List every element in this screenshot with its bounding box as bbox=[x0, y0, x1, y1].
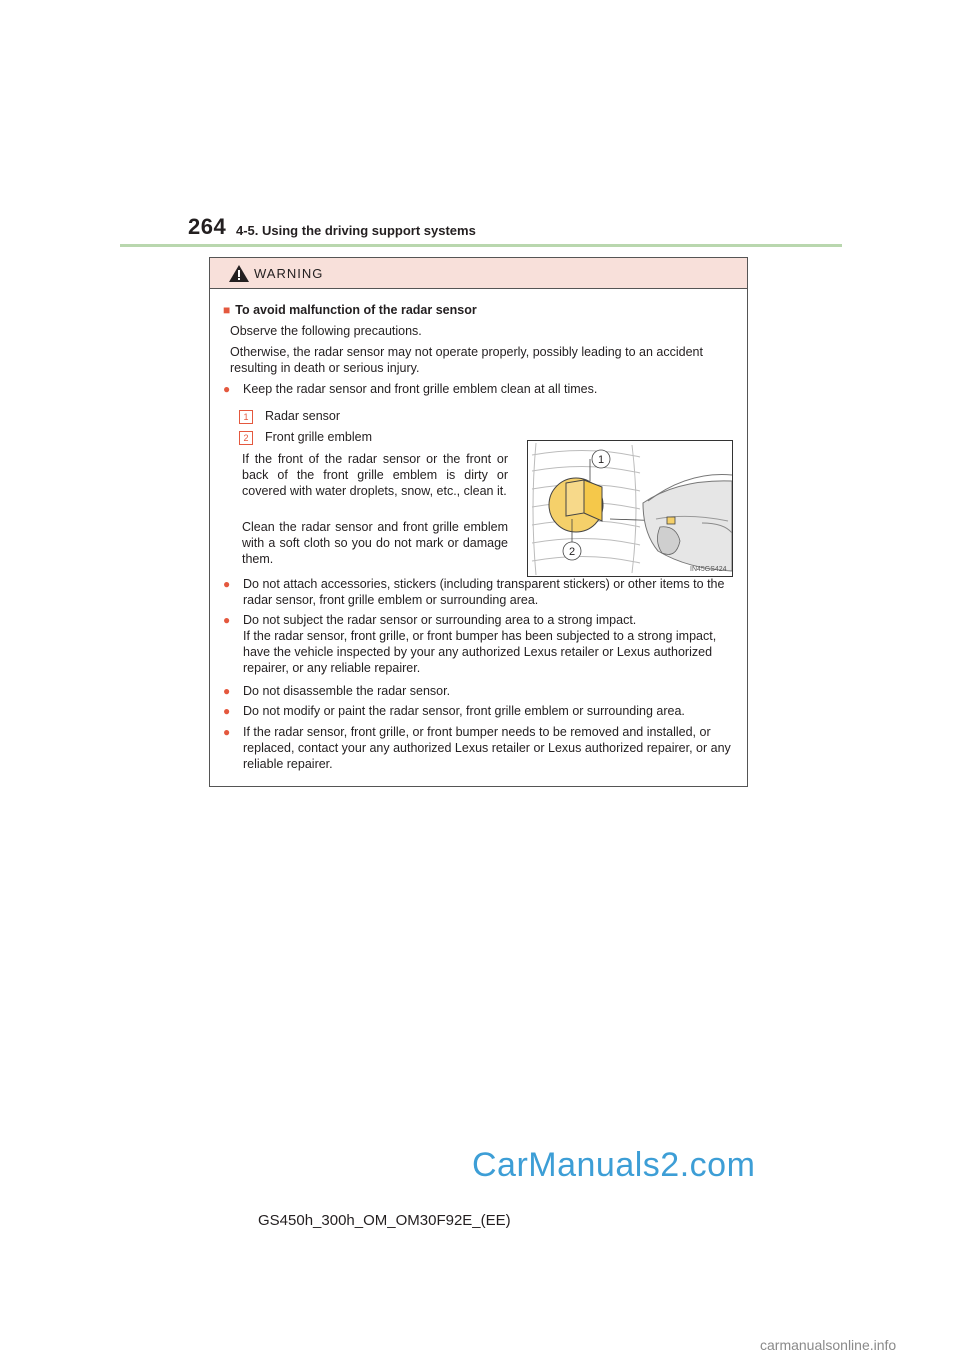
warning-triangle-icon bbox=[229, 265, 249, 282]
warning-header bbox=[210, 258, 747, 289]
bullet-item: ● Do not attach accessories, stickers (including transparent stickers) or other items to the radar sensor, front grille emblem or surrounding area. bbox=[223, 577, 725, 607]
callout-radar-sensor: 1 Radar sensor bbox=[239, 408, 340, 424]
warning-topic: ■ To avoid malfunction of the radar sensor bbox=[223, 303, 477, 317]
warning-label: WARNING bbox=[254, 266, 324, 281]
watermark-carmanualsonline[interactable]: carmanualsonline.info bbox=[760, 1337, 897, 1353]
callout-number-2: 2 bbox=[239, 431, 253, 445]
callout-number-1: 1 bbox=[239, 410, 253, 424]
footer-doc-code: GS450h_300h_OM_OM30F92E_(EE) bbox=[258, 1212, 511, 1229]
figure-marker-1: 1 bbox=[597, 454, 605, 466]
bullet-dot-icon: ● bbox=[223, 382, 231, 396]
radar-sensor-illustration bbox=[527, 440, 733, 577]
page-header bbox=[188, 214, 838, 244]
bullet-item: ● If the radar sensor, front grille, or front bumper needs to be removed and installed, or replaced, contact your any authorized Lexus retailer or Lexus authorized repairer, or any reliable repairer. bbox=[223, 725, 731, 771]
cleaning-description-1: If the front of the radar sensor or the front or back of the front grille emblem is dirty or covered with water droplets, snow, etc., clean it. bbox=[242, 452, 508, 498]
figure-marker-2: 2 bbox=[568, 546, 576, 558]
watermark-carmanuals2[interactable]: CarManuals2.com bbox=[472, 1146, 756, 1184]
bullet-dot-icon: ● bbox=[223, 684, 231, 698]
figure-code: IN45GS424 bbox=[690, 566, 727, 573]
section-title: 4-5. Using the driving support systems bbox=[236, 223, 476, 238]
bullet-item: ● Keep the radar sensor and front grille emblem clean at all times. bbox=[223, 382, 598, 396]
bullet-continuation: If the radar sensor, front grille, or front bumper has been subjected to a strong impact, have the vehicle inspected by your any authorized Lexus retailer or Lexus authorized repairer, or any reliable repairer. bbox=[243, 629, 717, 675]
bullet-item: ● Do not modify or paint the radar sensor, front grille emblem or surrounding area. bbox=[223, 704, 685, 718]
square-bullet-icon: ■ bbox=[223, 303, 231, 317]
bullet-dot-icon: ● bbox=[223, 577, 231, 591]
intro-paragraph-2: Otherwise, the radar sensor may not operate properly, possibly leading to an accident resulting in death or serious injury. bbox=[230, 345, 703, 375]
car-front-diagram bbox=[528, 441, 732, 576]
bullet-dot-icon: ● bbox=[223, 704, 231, 718]
warning-box bbox=[209, 257, 748, 787]
cleaning-description-2: Clean the radar sensor and front grille emblem with a soft cloth so you do not mark or damage them. bbox=[242, 520, 508, 566]
page-number: 264 bbox=[188, 214, 227, 239]
bullet-dot-icon: ● bbox=[223, 725, 231, 739]
header-rule bbox=[120, 244, 842, 247]
bullet-item: ● Do not disassemble the radar sensor. bbox=[223, 684, 451, 698]
intro-paragraph-1: Observe the following precautions. bbox=[230, 324, 422, 338]
bullet-dot-icon: ● bbox=[223, 613, 231, 627]
bullet-item: ● Do not subject the radar sensor or surrounding area to a strong impact. If the radar sensor, front grille, or front bumper has been subjected to a strong impact, have the vehicle inspected by your any authorized Lexus retailer or Lexus authorized repairer, or any reliable repairer. bbox=[223, 612, 745, 676]
callout-grille-emblem: 2 Front grille emblem bbox=[239, 429, 372, 445]
